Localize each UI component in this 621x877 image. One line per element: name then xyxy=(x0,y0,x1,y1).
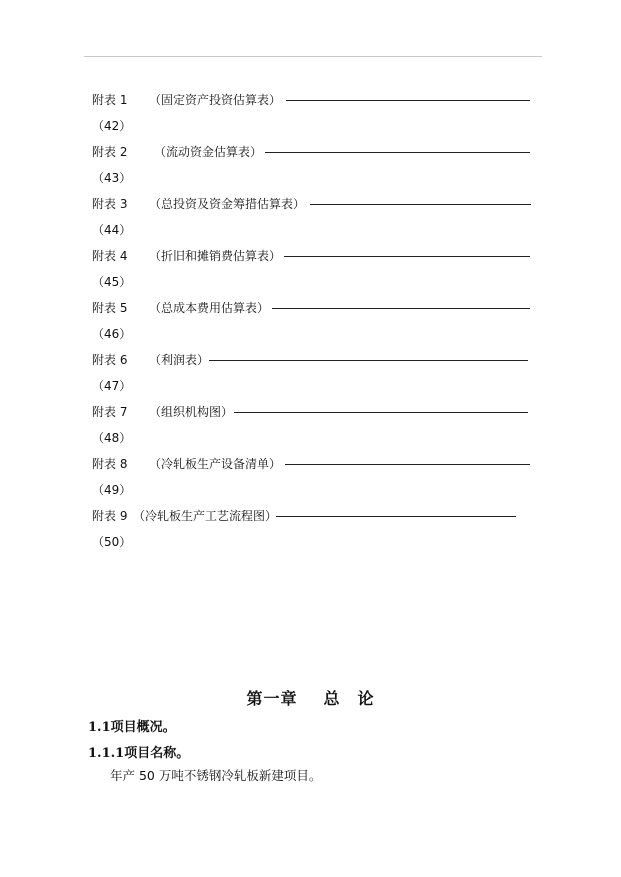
chapter-title: 总 论 xyxy=(323,689,375,708)
header-rule xyxy=(84,56,542,57)
body-paragraph: 年产 50 万吨不锈钢冷轧板新建项目。 xyxy=(110,768,322,783)
toc-label: 附表 1 xyxy=(92,93,128,107)
toc-leader xyxy=(284,256,530,257)
toc-entry-5[interactable] xyxy=(92,299,532,317)
toc-label: 附表 3 xyxy=(92,197,128,211)
toc-page-number: （45） xyxy=(92,275,132,289)
toc-leader xyxy=(272,308,530,309)
toc-entry-7[interactable] xyxy=(92,403,532,421)
toc-entry-8[interactable] xyxy=(92,455,532,473)
toc-page-number: （49） xyxy=(92,483,132,497)
toc-entry-1[interactable] xyxy=(92,91,532,109)
toc-label: 附表 2 xyxy=(92,145,128,159)
toc-leader xyxy=(310,204,531,205)
toc-page-number: （42） xyxy=(92,119,132,133)
subsection-heading: 1.1.1项目名称。 xyxy=(88,746,190,761)
toc-page-number: （43） xyxy=(92,171,132,185)
toc-label: 附表 9 xyxy=(92,509,128,523)
toc-entry-2[interactable] xyxy=(92,143,532,161)
toc-title: （折旧和摊销费估算表） xyxy=(149,249,282,263)
toc-leader xyxy=(209,360,528,361)
toc-title: （流动资金估算表） xyxy=(154,145,263,159)
toc-title: （冷轧板生产工艺流程图） xyxy=(133,509,278,523)
toc-label: 附表 8 xyxy=(92,457,128,471)
toc-leader xyxy=(286,100,530,101)
toc-label: 附表 7 xyxy=(92,405,128,419)
toc-page-number: （48） xyxy=(92,431,132,445)
toc-title: （组织机构图） xyxy=(149,405,234,419)
toc-title: （总成本费用估算表） xyxy=(149,301,270,315)
toc-entry-3[interactable] xyxy=(92,195,532,213)
section-heading: 1.1项目概况。 xyxy=(88,720,176,735)
toc-title: （利润表） xyxy=(149,353,210,367)
toc-title: （冷轧板生产设备清单） xyxy=(149,457,282,471)
toc-label: 附表 4 xyxy=(92,249,128,263)
toc-title: （总投资及资金筹措估算表） xyxy=(149,197,306,211)
toc-page-number: （47） xyxy=(92,379,132,393)
toc-leader xyxy=(276,516,516,517)
toc-title: （固定资产投资估算表） xyxy=(149,93,282,107)
chapter-number: 第一章 xyxy=(246,689,298,708)
toc-label: 附表 5 xyxy=(92,301,128,315)
toc-entry-9[interactable] xyxy=(92,507,532,525)
toc-entry-4[interactable] xyxy=(92,247,532,265)
toc-page-number: （50） xyxy=(92,535,132,549)
toc-leader xyxy=(234,412,528,413)
chapter-heading xyxy=(0,686,621,709)
toc-page-number: （46） xyxy=(92,327,132,341)
toc-leader xyxy=(265,152,530,153)
toc-entry-6[interactable] xyxy=(92,351,532,369)
toc-label: 附表 6 xyxy=(92,353,128,367)
toc-page-number: （44） xyxy=(92,223,132,237)
toc-leader xyxy=(285,464,530,465)
